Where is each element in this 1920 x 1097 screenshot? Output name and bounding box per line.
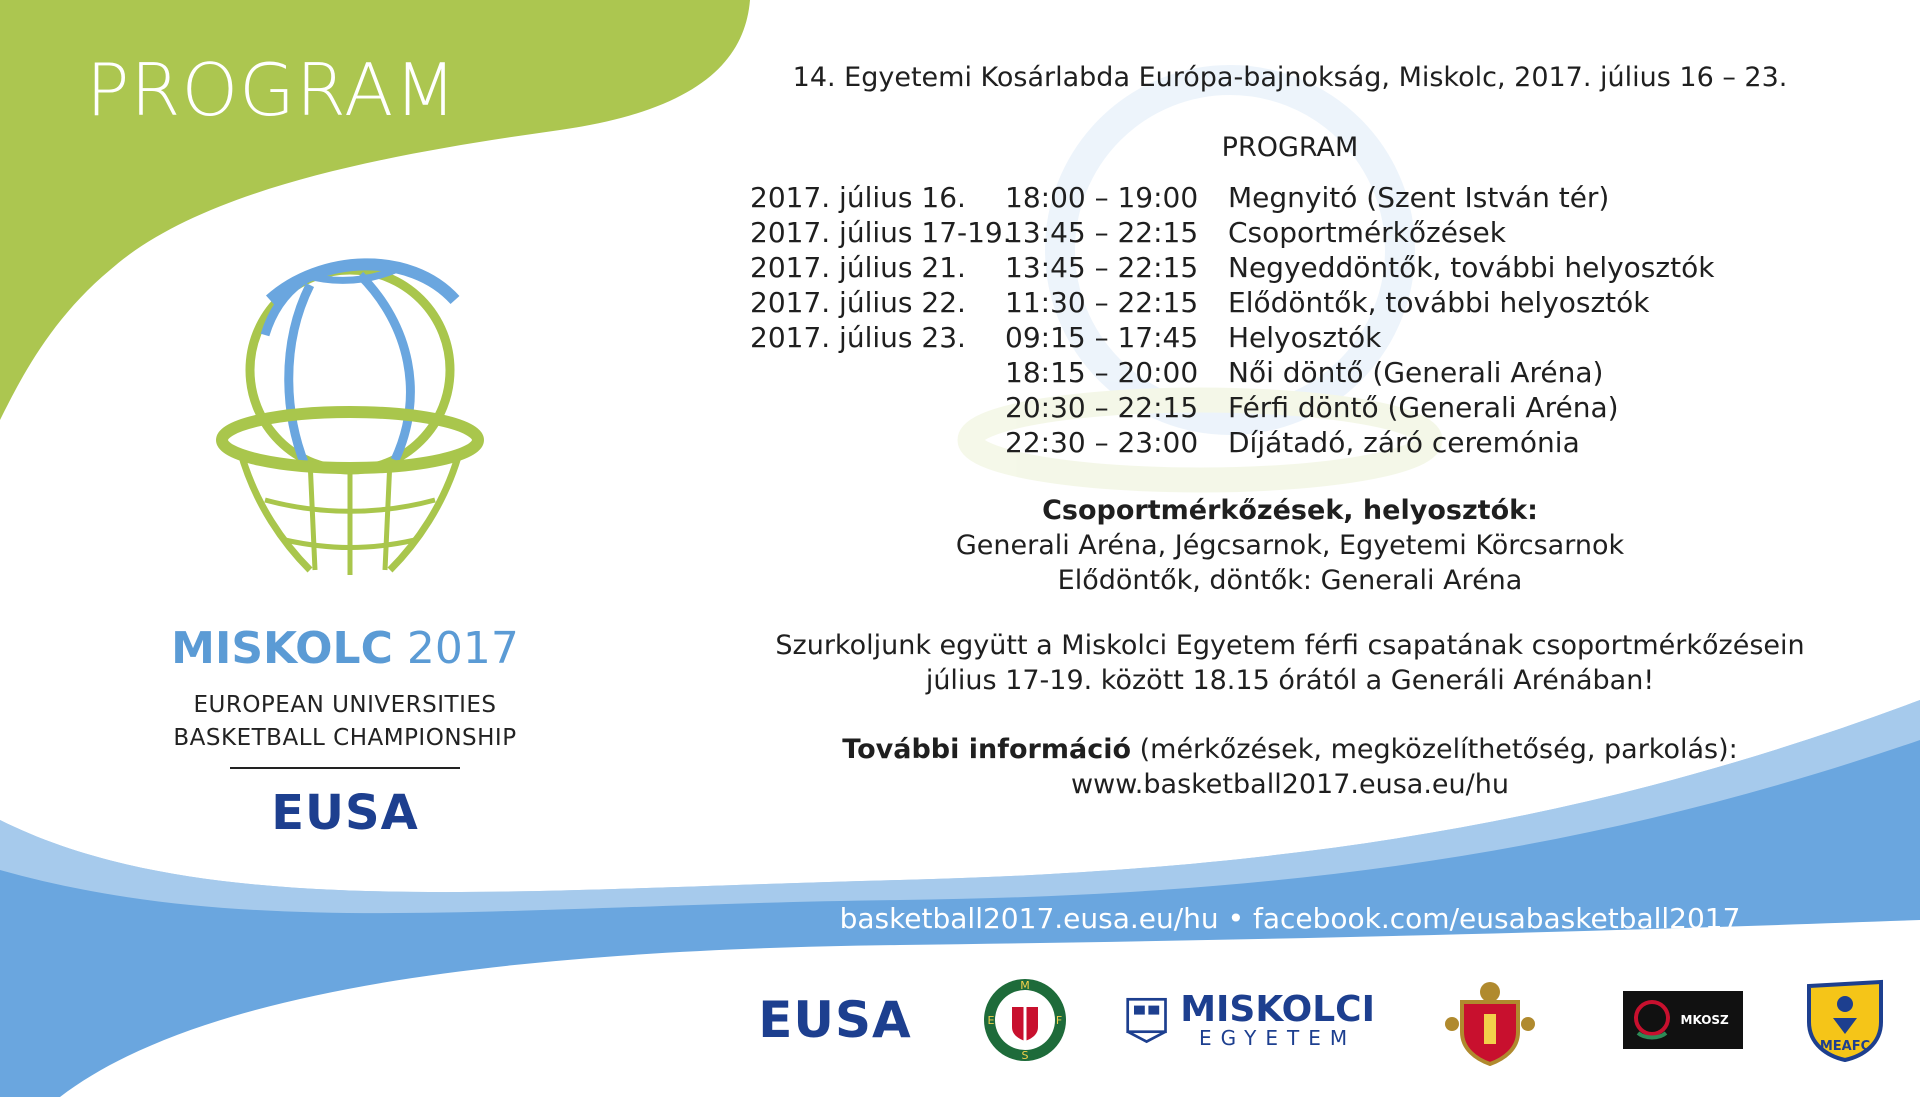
schedule-time: 22:30 – 23:00 (1005, 426, 1199, 459)
mefs-emblem-icon (982, 977, 1068, 1063)
page-title: PROGRAM (86, 48, 458, 132)
sponsor-miskolci-egyetem-logo (1125, 985, 1375, 1055)
info-line (700, 732, 1880, 767)
schedule-row (750, 390, 1750, 425)
program-heading: PROGRAM (1221, 132, 1359, 163)
mefs-letter: M (1020, 979, 1030, 992)
schedule-time: 13:45 – 22:15 (1005, 251, 1199, 284)
info-section (700, 732, 1880, 802)
footer-links[interactable]: basketball2017.eusa.eu/hu • facebook.com/eusabasketball2017 (839, 902, 1741, 935)
logo-line-2: BASKETBALL CHAMPIONSHIP (173, 725, 517, 751)
mefs-letter: F (1055, 1014, 1063, 1027)
logo-city: MISKOLC (171, 623, 393, 674)
schedule-time: 20:30 – 22:15 (1005, 391, 1199, 424)
schedule-time: 13:45 – 22:15 (1005, 216, 1199, 249)
schedule-row (750, 355, 1750, 390)
info-url[interactable]: www.basketball2017.eusa.eu/hu (1071, 769, 1509, 800)
schedule-time: 18:00 – 19:00 (1005, 181, 1199, 214)
schedule-event: Csoportmérkőzések (1228, 216, 1506, 249)
schedule-event: Helyosztók (1228, 321, 1382, 354)
sponsor-mkosz-logo (1620, 985, 1745, 1055)
schedule-table (750, 180, 1750, 460)
mkosz-ball-icon (1623, 991, 1681, 1049)
mefs-letter: S (1021, 1049, 1029, 1062)
schedule-event: Díjátadó, záró ceremónia (1228, 426, 1580, 459)
schedule-event: Negyeddöntők, további helyosztók (1228, 251, 1715, 284)
schedule-event: Megnyitó (Szent István tér) (1228, 181, 1610, 214)
schedule-event: Férfi döntő (Generali Aréna) (1228, 391, 1619, 424)
venues-line-2: Elődöntők, döntők: Generali Aréna (1057, 565, 1523, 596)
cheer-section (700, 628, 1880, 698)
event-subtitle: 14. Egyetemi Kosárlabda Európa-bajnokság, Miskolc, 2017. július 16 – 23. (792, 62, 1788, 93)
schedule-row (750, 215, 1750, 250)
logo-city-year (160, 623, 530, 674)
schedule-event: Női döntő (Generali Aréna) (1228, 356, 1604, 389)
schedule-date: 2017. július 16. (750, 181, 966, 214)
event-logo (160, 245, 540, 845)
sponsor-eusa-logo: EUSA (758, 991, 912, 1049)
schedule-row (750, 250, 1750, 285)
schedule-date: 2017. július 23. (750, 321, 966, 354)
me-subname: EGYETEM (1199, 1026, 1357, 1050)
logo-divider (230, 767, 460, 769)
schedule-row (750, 180, 1750, 215)
logo-year: 2017 (406, 623, 519, 674)
meafc-label: MEAFC (1819, 1039, 1871, 1054)
university-crest-icon (1125, 994, 1168, 1046)
meafc-shield-icon (1805, 978, 1885, 1062)
logo-eusa: EUSA (271, 785, 419, 841)
schedule-time: 11:30 – 22:15 (1005, 286, 1199, 319)
coat-of-arms-icon (1444, 974, 1536, 1066)
sponsor-meafc-logo (1800, 985, 1890, 1055)
schedule-date: 2017. július 22. (750, 286, 966, 319)
cheer-line-2: július 17-19. között 18.15 órától a Generáli Arénában! (925, 665, 1655, 696)
schedule-row (750, 320, 1750, 355)
mefs-letter: E (987, 1014, 995, 1027)
mkosz-label: MKOSZ (1680, 1013, 1729, 1027)
me-name: MISKOLCI (1180, 989, 1375, 1030)
schedule-row (750, 285, 1750, 320)
venues-line-1: Generali Aréna, Jégcsarnok, Egyetemi Körcsarnok (955, 530, 1625, 561)
schedule-time: 18:15 – 20:00 (1005, 356, 1199, 389)
schedule-date: 2017. július 21. (750, 251, 966, 284)
sponsor-miskolc-coat-of-arms (1440, 985, 1540, 1055)
logo-line-1: EUROPEAN UNIVERSITIES (193, 692, 497, 718)
schedule-date: 2017. július 17-19. (750, 216, 1012, 249)
info-details: (mérkőzések, megközelíthetőség, parkolás): (1131, 734, 1738, 765)
schedule-event: Elődöntők, további helyosztók (1228, 286, 1650, 319)
basketball-hoop-icon (210, 245, 490, 585)
venues-heading: Csoportmérkőzések, helyosztók: (1042, 495, 1538, 526)
info-label: További információ (842, 734, 1132, 765)
cheer-line-1: Szurkoljunk együtt a Miskolci Egyetem férfi csapatának csoportmérkőzésein (775, 630, 1805, 661)
venues-section (700, 493, 1880, 598)
schedule-row (750, 425, 1750, 460)
sponsor-mefs-logo (980, 979, 1070, 1062)
schedule-time: 09:15 – 17:45 (1005, 321, 1199, 354)
